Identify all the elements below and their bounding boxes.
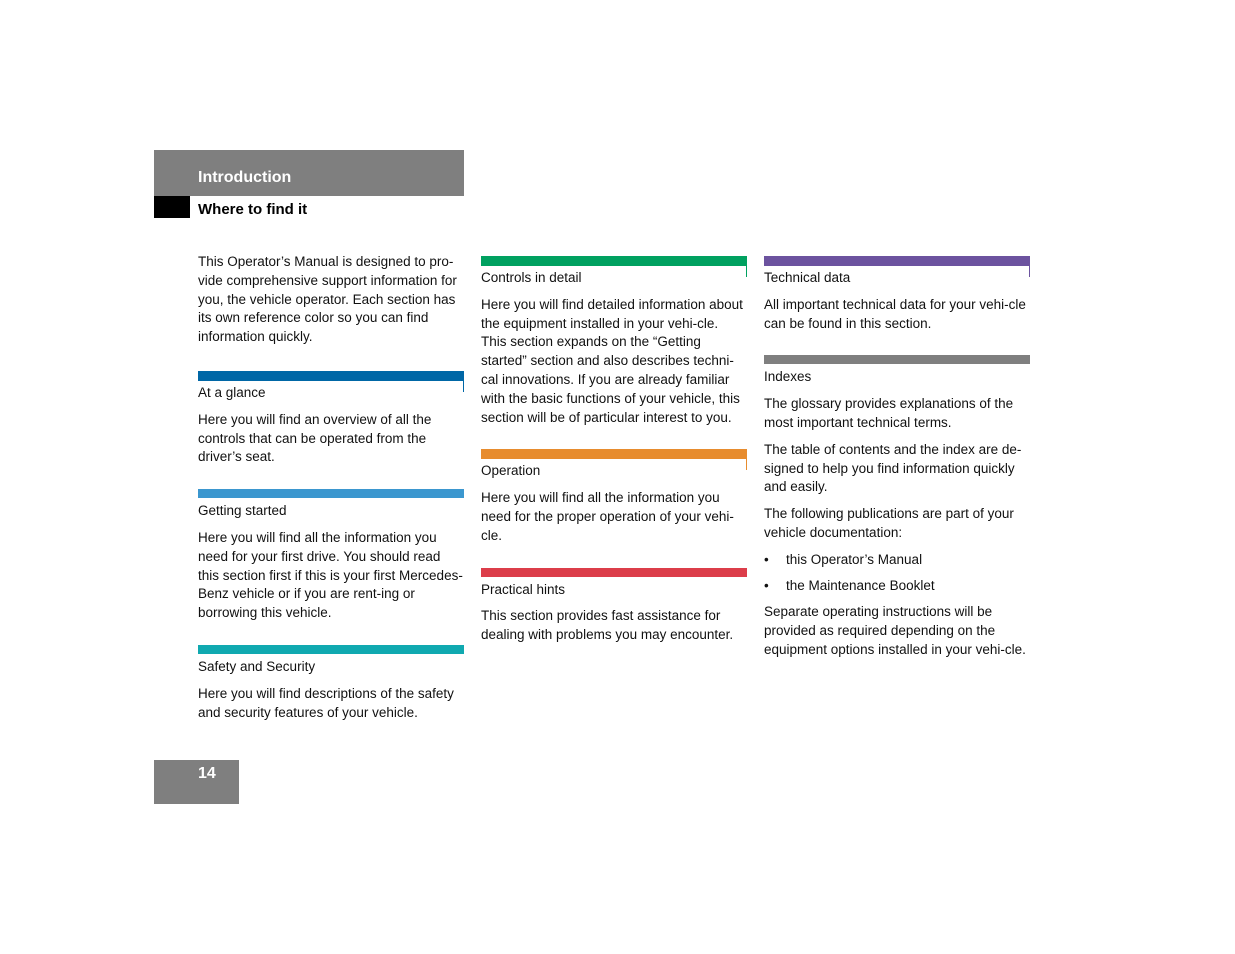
chapter-title: Introduction — [198, 169, 292, 186]
column-2 — [481, 256, 747, 667]
section-color-bar — [481, 449, 747, 458]
section-text: All important technical data for your vehi-cle can be found in this section. — [764, 296, 1026, 331]
section-heading: Operation — [481, 458, 747, 482]
publication-list — [764, 551, 1030, 596]
section-heading: Practical hints — [481, 581, 566, 597]
section-safety-and-security — [198, 645, 464, 722]
list-item — [764, 551, 1030, 570]
section-indexes — [764, 355, 1030, 659]
list-item-text: the Maintenance Booklet — [786, 577, 935, 593]
page-number: 14 — [198, 765, 216, 782]
section-text: Here you will find detailed information about the equipment installed in your vehi-cle. This section expands on the “Getting started” section and also describes techni-cal innovations. If you are already familiar with the basic functions of your vehicle, this section will be of particular interest to you. — [481, 296, 743, 425]
section-technical-data — [764, 256, 1030, 333]
section-text: The following publications are part of your vehicle documentation: — [764, 506, 1014, 540]
section-color-bar — [198, 645, 464, 654]
section-operation — [481, 449, 747, 545]
section-text: This section provides fast assistance for dealing with problems you may encounter. — [481, 608, 734, 643]
list-item — [764, 577, 1030, 596]
section-color-bar — [481, 256, 747, 265]
section-color-bar — [764, 256, 1030, 265]
page-title: Where to find it — [198, 201, 308, 218]
column-1 — [198, 253, 464, 744]
section-color-bar — [198, 489, 464, 498]
section-heading: Indexes — [764, 369, 812, 385]
section-at-a-glance — [198, 371, 464, 467]
section-heading: Technical data — [764, 265, 1030, 289]
section-text: The table of contents and the index are de-signed to help you find information quickly and easily. — [764, 441, 1022, 495]
section-controls-in-detail — [481, 256, 747, 427]
column-3 — [764, 256, 1030, 682]
section-text: Separate operating instructions will be provided as required depending on the equipment options installed in your vehi-cle. — [764, 604, 1026, 657]
page-number-box — [154, 760, 239, 804]
section-heading: Getting started — [198, 503, 287, 519]
section-color-bar — [481, 568, 747, 577]
bullet-icon: • — [764, 551, 769, 567]
chapter-header — [154, 150, 464, 196]
section-getting-started — [198, 489, 464, 623]
section-color-bar — [198, 371, 464, 380]
section-practical-hints — [481, 568, 747, 645]
section-text: Here you will find all the information you need for the proper operation of your vehi-cle. — [481, 490, 734, 543]
section-color-bar — [764, 355, 1030, 364]
section-text: The glossary provides explanations of the most important technical terms. — [764, 396, 1014, 430]
section-text: Here you will find all the information you need for your first drive. You should read this section first if this is your first Mercedes-Benz vehicle or if you are rent-ing or borrowing this vehicle. — [198, 529, 463, 621]
section-heading: At a glance — [198, 380, 464, 404]
intro-text: This Operator’s Manual is designed to pro-vide comprehensive support information for you, the vehicle operator. Each section has its own reference color so you can find information quickly. — [198, 254, 457, 345]
section-text: Here you will find an overview of all the controls that can be operated from the driver’s seat. — [198, 411, 432, 465]
section-heading: Controls in detail — [481, 265, 747, 289]
list-item-text: this Operator’s Manual — [786, 551, 923, 567]
section-text: Here you will find descriptions of the safety and security features of your vehicle. — [198, 685, 454, 720]
intro-block — [198, 253, 464, 347]
section-heading: Safety and Security — [198, 658, 316, 674]
subsection-marker — [154, 196, 190, 218]
bullet-icon: • — [764, 577, 769, 593]
